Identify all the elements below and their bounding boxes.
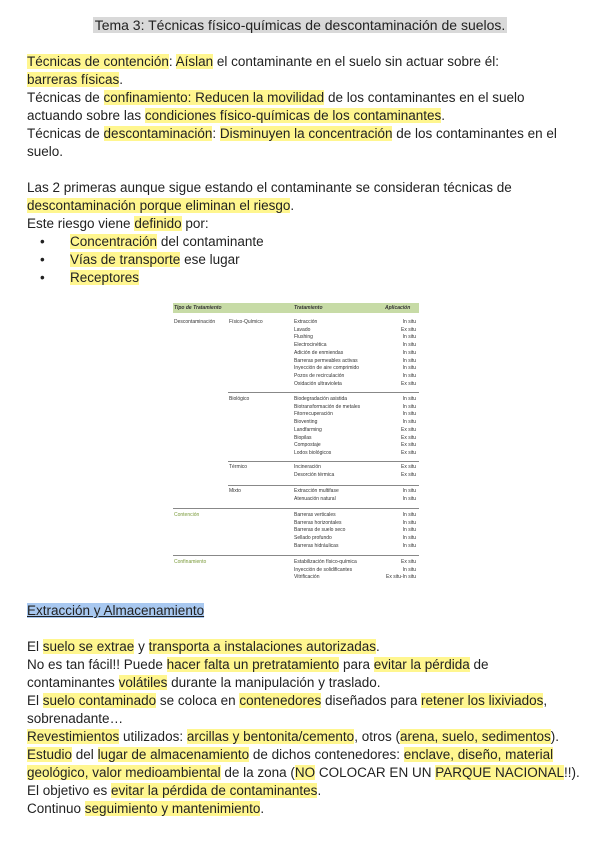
s2-line-9: El objetivo es evitar la pérdida de contaminantes. — [27, 783, 322, 798]
table-cell-treatment: Lodos biológicos — [294, 449, 332, 456]
intro-line-6: suelo. — [27, 144, 64, 159]
table-cell-application: In situ — [402, 403, 416, 410]
table-cell-application: In situ — [402, 334, 416, 341]
table-cell-treatment: Desorción térmica — [294, 471, 335, 478]
risk-line-1: Las 2 primeras aunque sigue estando el contaminante se consideran técnicas de — [27, 180, 512, 195]
bullet-icon: • — [40, 234, 45, 249]
intro-line-1: Técnicas de contención: Aíslan el contaminante en el suelo sin actuar sobre él: — [27, 54, 500, 69]
header-tipo: Tipo de Tratamiento — [174, 304, 222, 311]
section-heading: Extracción y Almacenamiento — [27, 603, 205, 618]
table-cell-treatment: Barreras horizontales — [294, 519, 342, 526]
table-divider — [228, 392, 419, 393]
risk-line-2: descontaminación porque eliminan el riesgo. — [27, 198, 295, 213]
table-cell-treatment: Biotransformación de metales — [294, 403, 361, 410]
table-cell-treatment: Landfarming — [294, 426, 322, 433]
table-cell-application: In situ — [402, 535, 416, 542]
page-title: Tema 3: Técnicas físico-químicas de descontaminación de suelos. — [94, 17, 506, 33]
s2-line-7: Estudio del lugar de almacenamiento de dichos contenedores: enclave, diseño, material — [27, 747, 554, 762]
bullet-item-concentracion: Concentración del contaminante — [70, 234, 264, 249]
table-header — [173, 303, 419, 313]
table-cell-application: In situ — [402, 542, 416, 549]
table-cell-treatment: Barreras de suelo seco — [294, 527, 346, 534]
group-contencion: Contención — [174, 512, 200, 518]
table-cell-treatment: Inyección de solidificantes — [294, 566, 353, 573]
table-cell-application: In situ — [402, 396, 416, 402]
risk-line-3: Este riesgo viene definido por: — [27, 216, 209, 231]
table-cell-treatment: Oxidación ultravioleta — [294, 380, 342, 387]
table-cell-application: In situ — [402, 319, 416, 325]
table-cell-application: In situ — [402, 372, 416, 379]
table-cell-treatment: Sellado profundo — [294, 535, 332, 542]
bullet-item-vias: Vías de transporte ese lugar — [70, 252, 240, 267]
s2-line-8: geológico, valor medioambiental de la zona (NO COLOCAR EN UN PARQUE NACIONAL!!). — [27, 765, 580, 780]
table-cell-application: In situ — [402, 519, 416, 526]
table-cell-treatment: Extracción — [294, 319, 318, 325]
table-cell-application: Ex situ — [400, 434, 416, 441]
s2-line-10: Continuo seguimiento y mantenimiento. — [27, 801, 265, 816]
table-cell-treatment: Extracción multifase — [294, 488, 339, 494]
table-cell-treatment: Estabilización físico-química — [294, 559, 357, 565]
table-cell-application: Ex situ — [400, 426, 416, 433]
subgroup-fisico: Físico-Químico — [229, 319, 263, 325]
s2-line-5: sobrenadante… — [27, 711, 124, 726]
table-cell-application: In situ — [402, 527, 416, 534]
table-cell-treatment: Barreras verticales — [294, 512, 336, 518]
bullet-item-receptores: Receptores — [70, 270, 140, 285]
s2-line-1: El suelo se extrae y transporta a instalaciones autorizadas. — [27, 639, 380, 654]
table-divider — [228, 461, 419, 462]
header-aplicacion: Aplicación — [385, 304, 411, 311]
table-cell-treatment: Barreras hidráulicas — [294, 542, 339, 549]
table-cell-application: In situ — [402, 357, 416, 364]
group-confinamiento: Confinamiento — [174, 559, 207, 565]
table-cell-treatment: Atenuación natural — [294, 495, 336, 502]
table-cell-application: Ex situ — [400, 442, 416, 449]
subgroup-mixto: Mixto — [229, 488, 241, 494]
table-cell-treatment: Electrocinética — [294, 342, 327, 349]
table-cell-treatment: Compostaje — [294, 442, 321, 449]
table-cell-treatment: Incineración — [294, 464, 321, 470]
table-cell-treatment: Biopilas — [294, 434, 312, 441]
subgroup-termico: Térmico — [229, 464, 248, 470]
bullet-icon: • — [40, 252, 45, 267]
table-divider — [173, 508, 419, 509]
table-cell-application: In situ — [402, 342, 416, 349]
s2-line-2: No es tan fácil!! Puede hacer falta un pretratamiento para evitar la pérdida de — [27, 657, 489, 672]
group-descontaminacion: Descontaminación — [174, 319, 216, 325]
intro-line-3: Técnicas de confinamiento: Reducen la movilidad de los contaminantes en el suelo — [27, 90, 525, 105]
table-cell-treatment: Vitrificación — [294, 574, 320, 581]
s2-line-3: contaminantes volátiles durante la manipulación y traslado. — [27, 675, 381, 690]
table-cell-treatment: Bioventing — [294, 419, 318, 426]
table-cell-treatment: Adición de enmiendas — [294, 349, 344, 356]
intro-line-2: barreras físicas. — [27, 72, 124, 87]
table-cell-application: In situ — [402, 512, 416, 518]
table-cell-application: In situ — [402, 349, 416, 356]
subgroup-biologico: Biológico — [229, 396, 250, 402]
table-cell-application: Ex situ — [400, 449, 416, 456]
s2-line-6: Revestimientos utilizados: arcillas y bentonita/cemento, otros (arena, suelo, sedimentos). — [27, 729, 560, 744]
table-cell-treatment: Inyección de aire comprimido — [294, 365, 360, 372]
table-divider — [173, 555, 419, 556]
table-cell-application: In situ — [402, 488, 416, 494]
table-cell-treatment: Fitorrecuperación — [294, 411, 333, 418]
table-cell-treatment: Pozos de recirculación — [294, 372, 345, 379]
table-divider — [228, 485, 419, 486]
table-cell-application: In situ — [402, 495, 416, 502]
table-cell-treatment: Flushing — [294, 334, 313, 341]
table-cell-application: Ex situ-In situ — [385, 574, 416, 581]
table-cell-application: Ex situ — [400, 559, 416, 565]
header-tratamiento: Tratamiento — [294, 304, 323, 311]
table-cell-treatment: Biodegradación asistida — [294, 396, 348, 402]
table-cell-application: In situ — [402, 365, 416, 372]
table-cell-application: In situ — [402, 419, 416, 426]
intro-line-5: Técnicas de descontaminación: Disminuyen la concentración de los contaminantes en el — [27, 126, 557, 141]
table-cell-application: Ex situ — [400, 464, 416, 470]
table-cell-application: In situ — [402, 566, 416, 573]
table-cell-treatment: Barreras permeables activas — [294, 357, 358, 364]
s2-line-4: El suelo contaminado se coloca en contenedores diseñados para retener los lixiviados, — [27, 693, 548, 708]
table-cell-treatment: Lavado — [294, 326, 311, 333]
table-cell-application: Ex situ — [400, 326, 416, 333]
table-cell-application: Ex situ — [400, 471, 416, 478]
table-cell-application: In situ — [402, 411, 416, 418]
table-cell-application: Ex situ — [400, 380, 416, 387]
intro-line-4: actuando sobre las condiciones físico-químicas de los contaminantes. — [27, 108, 446, 123]
bullet-icon: • — [40, 270, 45, 285]
